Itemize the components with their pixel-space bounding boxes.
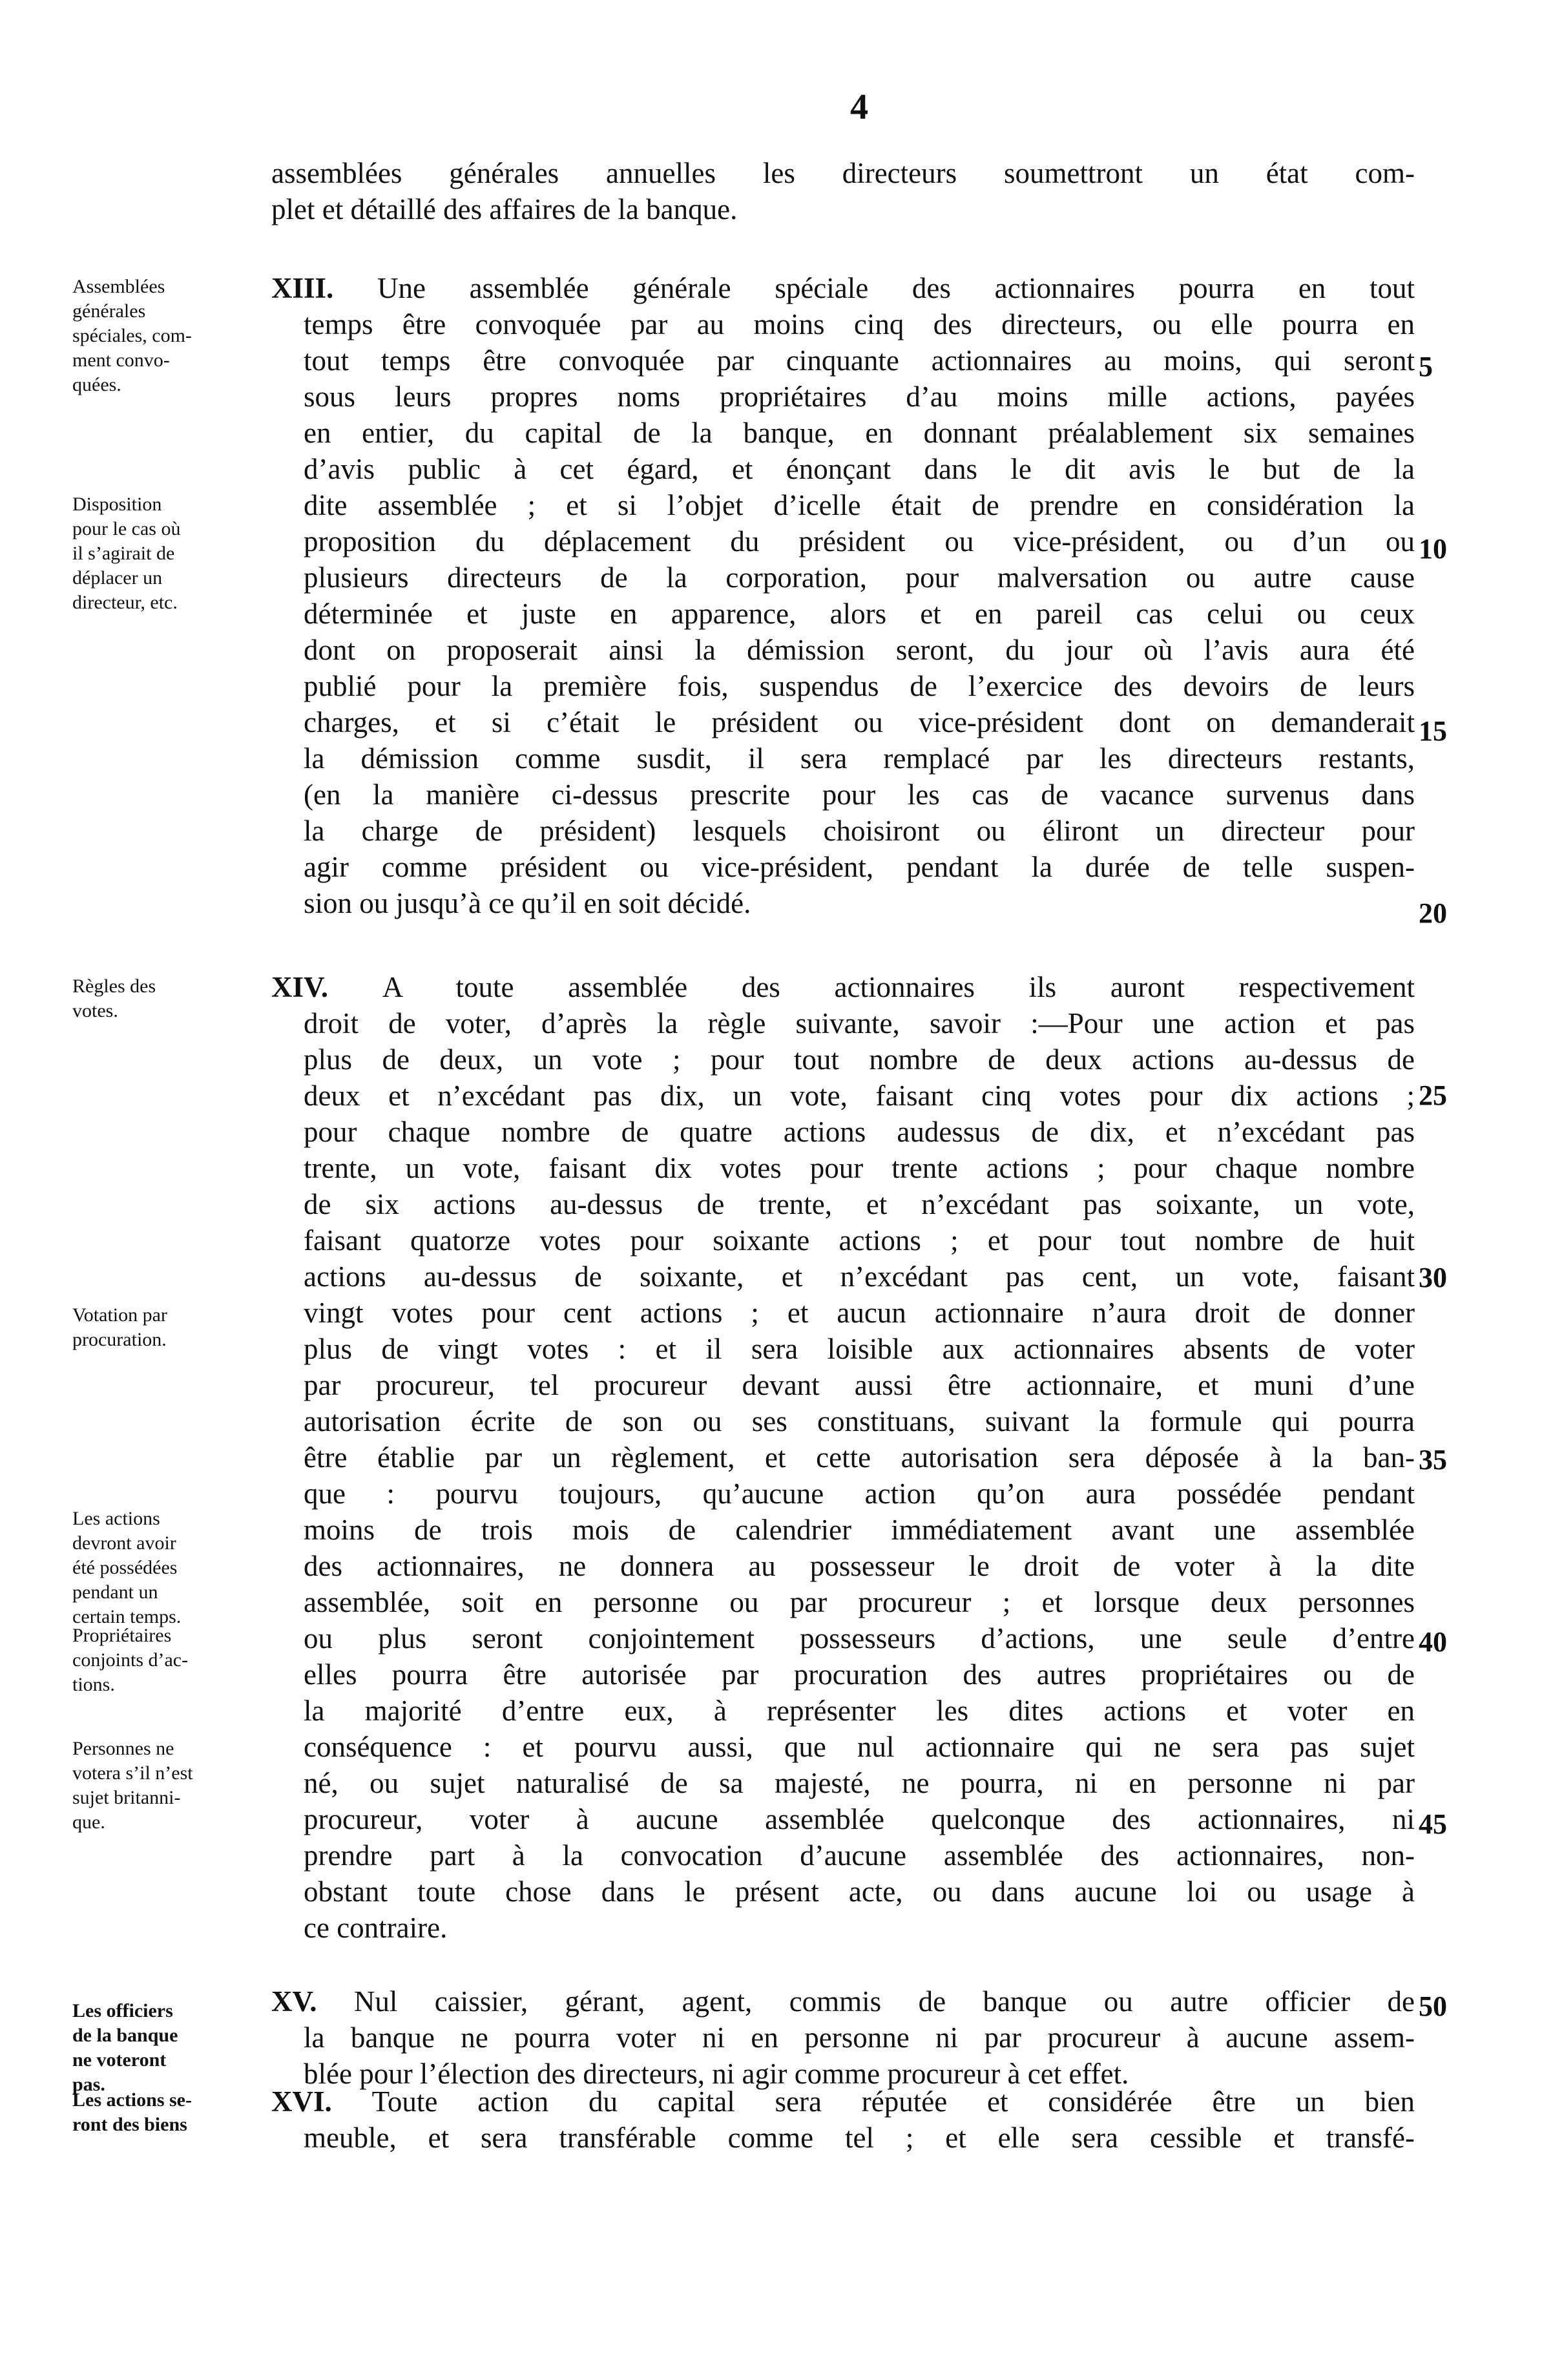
margin-note — [72, 1303, 266, 1352]
margin-note-line: ne voteront — [72, 2049, 167, 2071]
paragraph-line — [304, 596, 1415, 632]
line-text: Une assemblée générale spéciale des actionnaires pourra en tout — [377, 272, 1415, 304]
paragraph-line — [304, 1693, 1415, 1729]
line-text: déterminée et juste en apparence, alors et en pareil cas celui ou ceux — [304, 598, 1415, 630]
margin-note-line: pas. — [72, 2074, 105, 2095]
page-number: 4 — [850, 87, 868, 127]
line-text: agir comme président ou vice-président, pendant la durée de telle suspen- — [304, 851, 1415, 883]
line-text: sion ou jusqu’à ce qu’il en soit décidé. — [304, 887, 751, 919]
paragraph-line — [304, 379, 1415, 415]
paragraph-line — [304, 1295, 1415, 1331]
margin-note-line: Personnes ne — [72, 1738, 174, 1759]
line-text: assemblée, soit en personne ou par procureur ; et lorsque deux personnes — [304, 1586, 1415, 1618]
margin-note-line: que. — [72, 1811, 105, 1833]
line-text: des actionnaires, ne donnera au possesseur le droit de voter à la dite — [304, 1550, 1415, 1582]
margin-note — [72, 275, 266, 397]
paragraph-line — [304, 487, 1415, 523]
paragraph-line — [304, 1512, 1415, 1548]
margin-note — [72, 1507, 266, 1629]
margin-note-line: sujet britanni- — [72, 1787, 181, 1808]
paragraph-line — [304, 1801, 1415, 1837]
margin-note-line: directeur, etc. — [72, 592, 178, 613]
line-text: autorisation écrite de son ou ses constituans, suivant la formule qui pourra — [304, 1405, 1415, 1437]
margin-note-line: Assemblées — [72, 276, 165, 297]
margin-note-line: de la banque — [72, 2025, 178, 2046]
line-text: plusieurs directeurs de la corporation, pour malversation ou autre cause — [304, 561, 1415, 594]
paragraph-line — [304, 668, 1415, 704]
paragraph-line — [304, 1656, 1415, 1693]
section-number: XV. — [271, 1985, 354, 2018]
section-number: XVI. — [271, 2085, 372, 2118]
section-number: XIV. — [271, 971, 382, 1003]
paragraph-line — [304, 1258, 1415, 1295]
margin-note-line: spéciales, com- — [72, 325, 192, 346]
paragraph-line — [304, 523, 1415, 559]
paragraph-line — [304, 1584, 1415, 1620]
line-text: plus de vingt votes : et il sera loisible aux actionnaires absents de voter — [304, 1333, 1415, 1365]
paragraph-line — [271, 191, 1415, 227]
line-text: publié pour la première fois, suspendus de l’exercice des devoirs de leurs — [304, 670, 1415, 702]
line-number: 50 — [1419, 1990, 1447, 2022]
paragraph-line — [271, 2083, 1415, 2120]
line-text: ou plus seront conjointement possesseurs d’actions, une seule d’entre — [304, 1622, 1415, 1655]
line-number: 30 — [1419, 1262, 1447, 1293]
paragraph-line — [304, 1186, 1415, 1222]
paragraph-line — [304, 1150, 1415, 1186]
paragraph-line — [304, 415, 1415, 451]
margin-note-line: pendant un — [72, 1581, 158, 1603]
paragraph-line — [304, 1403, 1415, 1439]
margin-note-line: Les actions — [72, 1508, 160, 1529]
line-text: Toute action du capital sera réputée et considérée être un bien — [371, 2085, 1415, 2118]
line-text: charges, et si c’était le président ou vice-président dont on demanderait — [304, 706, 1415, 738]
paragraph-line — [304, 1620, 1415, 1656]
margin-note-line: votera s’il n’est — [72, 1762, 193, 1784]
line-text: ce contraire. — [304, 1912, 448, 1944]
line-text: sous leurs propres noms propriétaires d’au moins mille actions, payées — [304, 381, 1415, 413]
paragraph-line — [304, 1837, 1415, 1874]
line-number: 45 — [1419, 1808, 1447, 1840]
line-text: la majorité d’entre eux, à représenter les dites actions et voter en — [304, 1695, 1415, 1727]
paragraph-line — [271, 1983, 1415, 2020]
margin-note-line: pour le cas où — [72, 518, 181, 539]
line-text: blée pour l’élection des directeurs, ni agir comme procureur à cet effet. — [304, 2058, 1129, 2090]
paragraph-line — [271, 155, 1415, 191]
line-text: dite assemblée ; et si l’objet d’icelle était de prendre en considération la — [304, 489, 1415, 521]
paragraph-line — [304, 1548, 1415, 1584]
line-text: d’avis public à cet égard, et énonçant dans le dit avis le but de la — [304, 453, 1415, 485]
margin-note-line: Votation par — [72, 1304, 167, 1326]
line-number: 15 — [1419, 715, 1447, 747]
line-number: 40 — [1419, 1626, 1447, 1658]
line-text: actions au-dessus de soixante, et n’excédant pas cent, un vote, faisant — [304, 1260, 1415, 1293]
line-text: la banque ne pourra voter ni en personne ni par procureur à aucune assem- — [304, 2021, 1415, 2054]
paragraph-line — [304, 704, 1415, 740]
line-text: pour chaque nombre de quatre actions audessus de dix, et n’excédant pas — [304, 1116, 1415, 1148]
margin-note-line: certain temps. — [72, 1606, 182, 1627]
paragraph-line — [304, 2120, 1415, 2156]
line-text: proposition du déplacement du président ou vice-président, ou d’un ou — [304, 525, 1415, 558]
paragraph-line — [304, 849, 1415, 885]
paragraph-line — [304, 885, 1415, 921]
line-text: conséquence : et pourvu aussi, que nul actionnaire qui ne sera pas sujet — [304, 1731, 1415, 1763]
paragraph-line — [304, 1910, 1415, 1946]
margin-note-line: été possédées — [72, 1557, 178, 1578]
paragraph-line — [304, 1729, 1415, 1765]
line-text: prendre part à la convocation d’aucune assemblée des actionnaires, non- — [304, 1839, 1415, 1872]
margin-note-line: conjoints d’ac- — [72, 1649, 189, 1671]
margin-note — [72, 492, 266, 615]
margin-note-line: Les actions se- — [72, 2089, 192, 2111]
margin-note — [72, 1737, 266, 1835]
line-text: dont on proposerait ainsi la démission seront, du jour où l’avis aura été — [304, 634, 1415, 666]
paragraph-line — [304, 1367, 1415, 1403]
margin-note-line: ront des biens — [72, 2114, 187, 2135]
paragraph-line — [304, 740, 1415, 777]
line-text: moins de trois mois de calendrier immédiatement avant une assemblée — [304, 1514, 1415, 1546]
line-text: A toute assemblée des actionnaires ils auront respectivement — [382, 971, 1415, 1003]
line-text: plet et détaillé des affaires de la banque. — [271, 193, 738, 225]
line-number: 10 — [1419, 533, 1447, 565]
line-text: elles pourra être autorisée par procuration des autres propriétaires ou de — [304, 1658, 1415, 1691]
paragraph-line — [304, 559, 1415, 596]
line-text: meuble, et sera transférable comme tel ; et elle sera cessible et transfé- — [304, 2122, 1415, 2154]
line-text: être établie par un règlement, et cette autorisation sera déposée à la ban- — [304, 1441, 1415, 1474]
paragraph-line — [271, 270, 1415, 306]
paragraph-line — [304, 2020, 1415, 2056]
line-text: par procureur, tel procureur devant aussi être actionnaire, et muni d’une — [304, 1369, 1415, 1401]
line-text: vingt votes pour cent actions ; et aucun actionnaire n’aura droit de donner — [304, 1297, 1415, 1329]
margin-note — [72, 1999, 266, 2097]
paragraph-line — [304, 1222, 1415, 1258]
margin-note — [72, 1623, 266, 1697]
margin-note-line: procuration. — [72, 1329, 167, 1350]
margin-note-line: générales — [72, 300, 146, 322]
paragraph-line — [304, 306, 1415, 342]
paragraph-line — [304, 1874, 1415, 1910]
margin-note — [72, 2088, 266, 2137]
margin-note-line: ment convo- — [72, 350, 170, 371]
line-text: la démission comme susdit, il sera remplacé par les directeurs restants, — [304, 742, 1415, 775]
line-number: 5 — [1419, 351, 1433, 382]
line-number: 25 — [1419, 1080, 1447, 1111]
margin-note-line: Règles des — [72, 976, 156, 997]
margin-note-line: déplacer un — [72, 567, 163, 589]
line-text: en entier, du capital de la banque, en donnant préalablement six semaines — [304, 417, 1415, 449]
line-text: plus de deux, un vote ; pour tout nombre de deux actions au-dessus de — [304, 1043, 1415, 1076]
margin-note-line: il s’agirait de — [72, 543, 175, 564]
margin-note-line: quées. — [72, 374, 121, 395]
paragraph-line — [271, 969, 1415, 1005]
line-text: (en la manière ci-dessus prescrite pour les cas de vacance survenus dans — [304, 778, 1415, 811]
line-text: temps être convoquée par au moins cinq des directeurs, ou elle pourra en — [304, 308, 1415, 340]
paragraph-line — [304, 1078, 1415, 1114]
line-text: de six actions au-dessus de trente, et n’excédant pas soixante, un vote, — [304, 1188, 1415, 1220]
paragraph-line — [304, 777, 1415, 813]
line-number: 35 — [1419, 1444, 1447, 1476]
paragraph-line — [304, 1331, 1415, 1367]
margin-note-line: Propriétaires — [72, 1625, 172, 1646]
margin-note-line: Disposition — [72, 494, 162, 515]
line-number: 20 — [1419, 897, 1447, 929]
paragraph-line — [304, 451, 1415, 487]
line-text: droit de voter, d’après la règle suivante, savoir :—Pour une action et pas — [304, 1007, 1415, 1039]
paragraph-line — [304, 1765, 1415, 1801]
line-text: Nul caissier, gérant, agent, commis de banque ou autre officier de — [353, 1985, 1415, 2018]
paragraph-line — [304, 1041, 1415, 1078]
paragraph-line — [304, 1114, 1415, 1150]
line-text: faisant quatorze votes pour soixante actions ; et pour tout nombre de huit — [304, 1224, 1415, 1257]
paragraph-line — [304, 1476, 1415, 1512]
line-text: né, ou sujet naturalisé de sa majesté, ne pourra, ni en personne ni par — [304, 1767, 1415, 1799]
line-text: obstant toute chose dans le présent acte, ou dans aucune loi ou usage à — [304, 1875, 1415, 1908]
paragraph-line — [304, 342, 1415, 379]
margin-note — [72, 974, 266, 1023]
margin-note-line: votes. — [72, 1000, 118, 1021]
paragraph-line — [304, 813, 1415, 849]
line-text: trente, un vote, faisant dix votes pour trente actions ; pour chaque nombre — [304, 1152, 1415, 1184]
section-number: XIII. — [271, 272, 377, 304]
line-text: tout temps être convoquée par cinquante actionnaires au moins, qui seront — [304, 344, 1415, 377]
line-text: deux et n’excédant pas dix, un vote, faisant cinq votes pour dix actions ; — [304, 1080, 1415, 1112]
line-text: que : pourvu toujours, qu’aucune action qu’on aura possédée pendant — [304, 1477, 1415, 1510]
line-text: assemblées générales annuelles les directeurs soumettront un état com- — [271, 157, 1415, 189]
paragraph-line — [304, 1439, 1415, 1476]
paragraph-line — [304, 632, 1415, 668]
margin-note-line: tions. — [72, 1674, 115, 1695]
line-text: procureur, voter à aucune assemblée quelconque des actionnaires, ni — [304, 1803, 1415, 1835]
paragraph-line — [304, 1005, 1415, 1041]
line-text: la charge de président) lesquels choisiront ou éliront un directeur pour — [304, 815, 1415, 847]
margin-note-line: devront avoir — [72, 1532, 176, 1554]
margin-note-line: Les officiers — [72, 2000, 173, 2021]
